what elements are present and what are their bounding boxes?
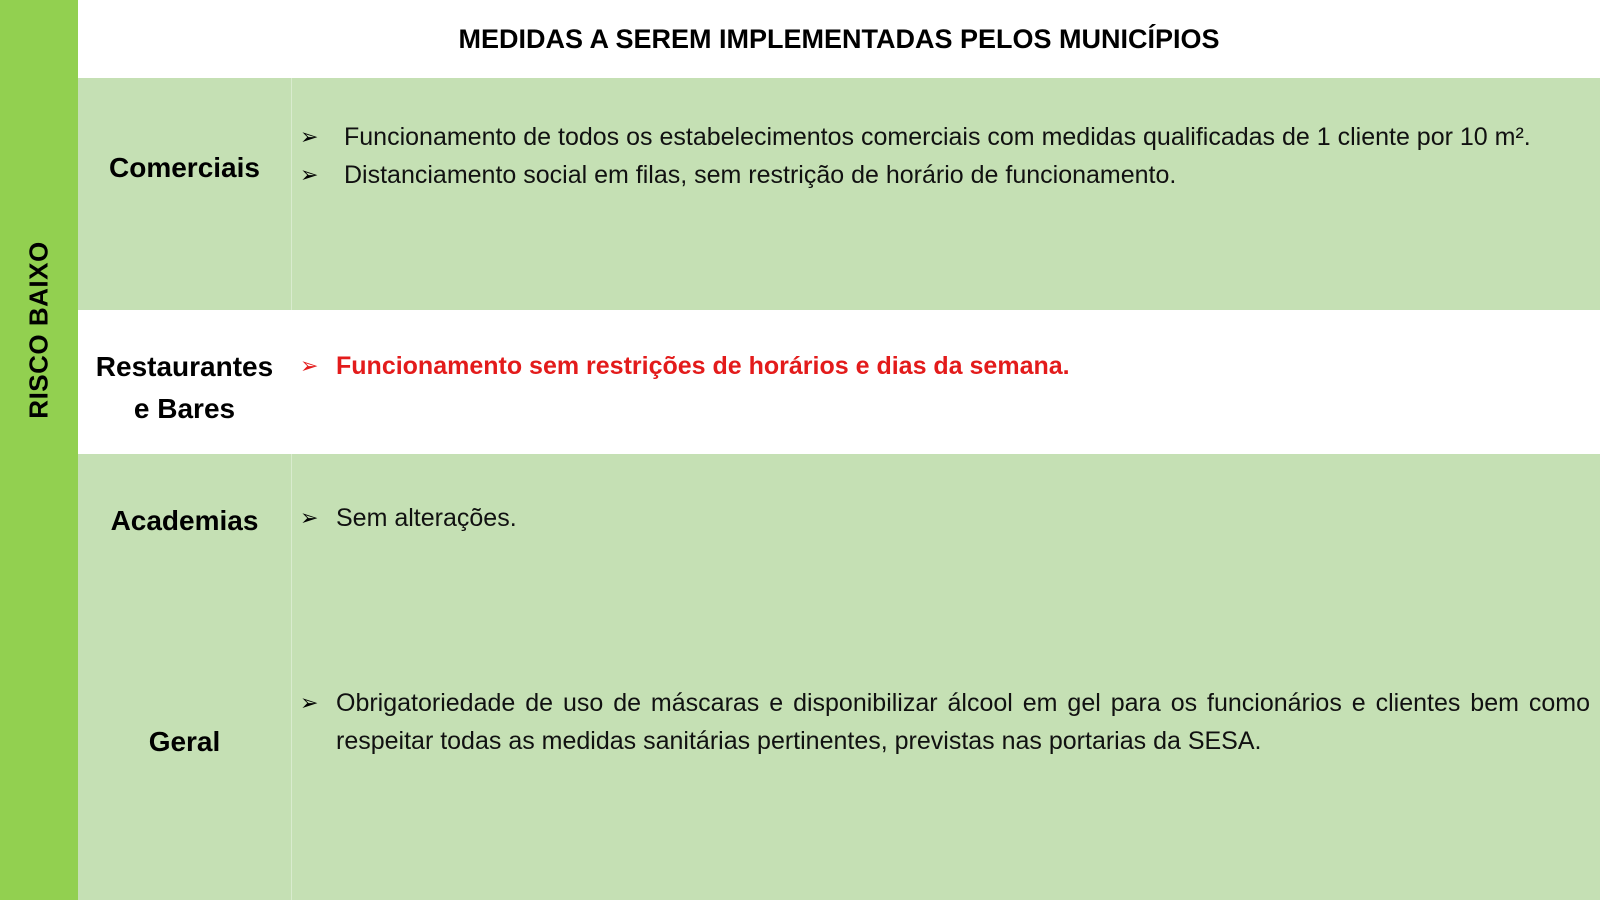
row-academias <box>78 454 1600 622</box>
risk-level-label: RISCO BAIXO <box>23 241 54 419</box>
bullet-text: Sem alterações. <box>336 504 517 532</box>
risk-level-band <box>0 0 78 900</box>
row-content-geral <box>292 622 1600 900</box>
arrow-bullet-icon: ➢ <box>300 353 319 378</box>
arrow-bullet-icon: ➢ <box>300 690 319 715</box>
row-label-comerciais: Comerciais <box>78 78 292 310</box>
row-content-academias <box>292 454 1600 622</box>
bullet-item <box>300 684 1590 760</box>
row-geral <box>78 622 1600 900</box>
bullet-text: Funcionamento de todos os estabelecimentos comerciais com medidas qualificadas de 1 cliente por 10 m². <box>344 123 1531 151</box>
bullet-item <box>300 118 1590 156</box>
arrow-bullet-icon: ➢ <box>300 162 319 187</box>
row-content-comerciais <box>292 78 1600 310</box>
bullet-text: Distanciamento social em filas, sem restrição de horário de funcionamento. <box>344 161 1177 189</box>
bullet-text: Obrigatoriedade de uso de máscaras e disponibilizar álcool em gel para os funcionários e clientes bem como respeitar todas as medidas sanitárias pertinentes, previstas nas portarias da SESA. <box>336 689 1590 755</box>
row-comerciais <box>78 78 1600 310</box>
arrow-bullet-icon: ➢ <box>300 124 319 149</box>
arrow-bullet-icon: ➢ <box>300 505 319 530</box>
bullet-text: Funcionamento sem restrições de horários e dias da semana. <box>336 352 1070 380</box>
row-label-academias: Academias <box>78 454 292 622</box>
bullet-item <box>300 156 1590 194</box>
row-label-restaurantes: Restaurantes e Bares <box>78 310 292 454</box>
row-label-geral: Geral <box>78 622 292 900</box>
bullet-item <box>300 499 1590 537</box>
row-content-restaurantes <box>292 310 1600 454</box>
page-title: MEDIDAS A SEREM IMPLEMENTADAS PELOS MUNICÍPIOS <box>458 23 1220 54</box>
bullet-item-highlight <box>300 347 1590 385</box>
row-restaurantes <box>78 310 1600 454</box>
